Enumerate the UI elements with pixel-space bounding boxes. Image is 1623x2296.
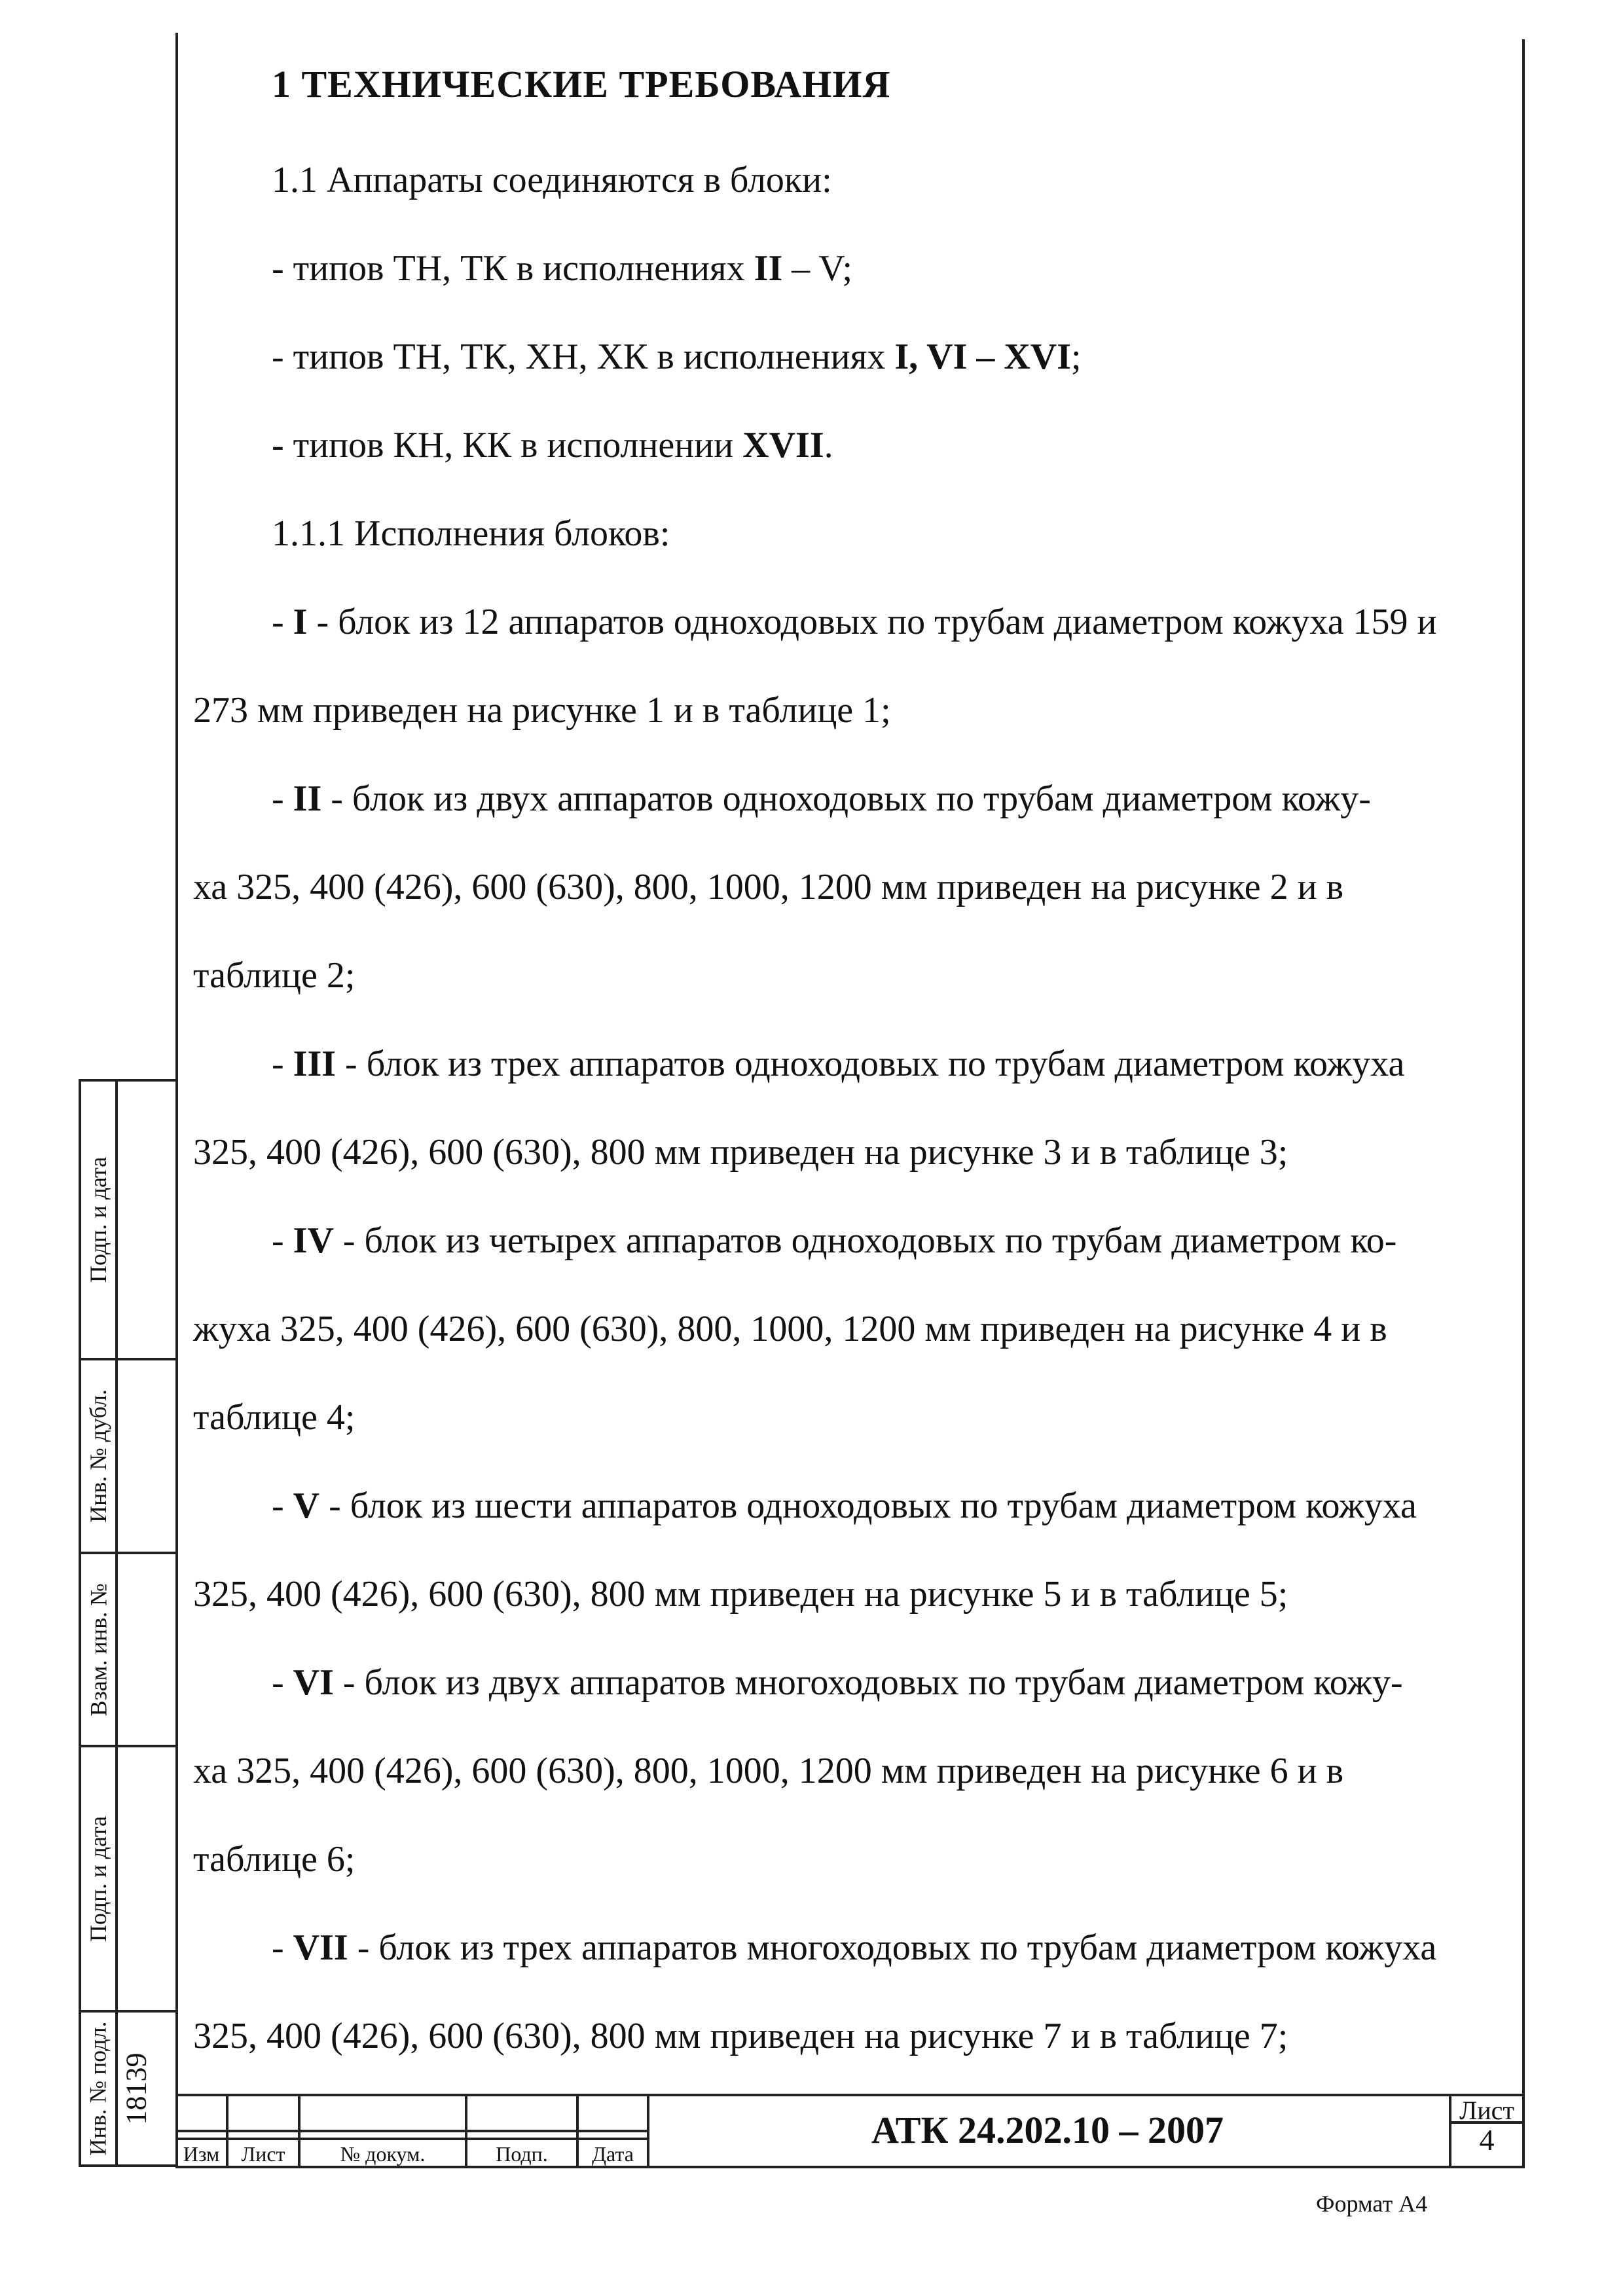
variant-v-line-1: - V - блок из шести аппаратов одноходовых по трубам диаметром кожуха (272, 1485, 1417, 1526)
inv-podl-number: 18139 (120, 2052, 153, 2124)
sheet-label: Лист (1459, 2096, 1514, 2125)
variant-vii-line-1: - VII - блок из трех аппаратов многоходовых по трубам диаметром кожуха (272, 1927, 1437, 1968)
variant-i-line-2: 273 мм приведен на рисунке 1 и в таблице 1; (193, 690, 891, 731)
variant-i-line-1: - I - блок из 12 аппаратов одноходовых по трубам диаметром кожуха 159 и (272, 602, 1437, 642)
frame-right-border (1522, 39, 1525, 2167)
col-label-doc: № докум. (340, 2142, 426, 2166)
side-label-inv-dubl: Инв. № дубл. (85, 1389, 111, 1523)
variant-v-line-2: 325, 400 (426), 600 (630), 800 мм приведен на рисунке 5 и в таблице 5; (193, 1574, 1288, 1614)
list-item-types-tn-tk: - типов ТН, ТК в исполнениях II – V; (272, 248, 853, 289)
variant-vi-line-3: таблице 6; (193, 1839, 356, 1880)
variant-ii-line-3: таблице 2; (193, 955, 356, 996)
side-label-sign-date-2: Подп. и дата (85, 1815, 112, 1942)
variant-vi-line-1: - VI - блок из двух аппаратов многоходовых по трубам диаметром кожу- (272, 1662, 1403, 1703)
variant-iii-line-2: 325, 400 (426), 600 (630), 800 мм приведен на рисунке 3 и в таблице 3; (193, 1132, 1288, 1173)
title-block-top-line (175, 2094, 1525, 2096)
section-heading: 1 ТЕХНИЧЕСКИЕ ТРЕБОВАНИЯ (272, 63, 891, 105)
variant-iv-line-1: - IV - блок из четырех аппаратов одноходовых по трубам диаметром ко- (272, 1220, 1397, 1261)
variant-iii-line-1: - III - блок из трех аппаратов одноходовых по трубам диаметром кожуха (272, 1044, 1405, 1084)
col-label-date: Дата (592, 2142, 634, 2166)
list-item-types-tn-tk-xn-xk: - типов ТН, ТК, ХН, ХК в исполнениях I, VI – XVI; (272, 337, 1082, 377)
variant-ii-line-1: - II - блок из двух аппаратов одноходовых по трубам диаметром кожу- (272, 778, 1371, 819)
side-label-vzam-inv: Взам. инв. № (85, 1583, 111, 1716)
document-code: АТК 24.202.10 – 2007 (871, 2109, 1224, 2151)
page-format: Формат А4 (1316, 2191, 1428, 2217)
sheet-number: 4 (1479, 2123, 1495, 2157)
variant-ii-line-2: ха 325, 400 (426), 600 (630), 800, 1000, 1200 мм приведен на рисунке 2 и в (193, 867, 1344, 907)
variant-vi-line-2: ха 325, 400 (426), 600 (630), 800, 1000, 1200 мм приведен на рисунке 6 и в (193, 1751, 1344, 1791)
side-label-sign-date-1: Подп. и дата (85, 1156, 112, 1283)
paragraph-1-1: 1.1 Аппараты соединяются в блоки: (272, 160, 832, 200)
list-item-types-kn-kk: - типов КН, КК в исполнении XVII. (272, 425, 833, 465)
side-label-inv-podl: Инв. № подл. (85, 2021, 111, 2156)
variant-vii-line-2: 325, 400 (426), 600 (630), 800 мм приведен на рисунке 7 и в таблице 7; (193, 2016, 1288, 2056)
variant-iv-line-3: таблице 4; (193, 1397, 356, 1438)
variant-iv-line-2: жуха 325, 400 (426), 600 (630), 800, 1000, 1200 мм приведен на рисунке 4 и в (193, 1309, 1387, 1349)
col-label-izm: Изм (183, 2142, 220, 2166)
col-label-sign: Подп. (496, 2142, 548, 2166)
paragraph-1-1-1: 1.1.1 Исполнения блоков: (272, 513, 670, 554)
col-label-list: Лист (241, 2142, 285, 2166)
